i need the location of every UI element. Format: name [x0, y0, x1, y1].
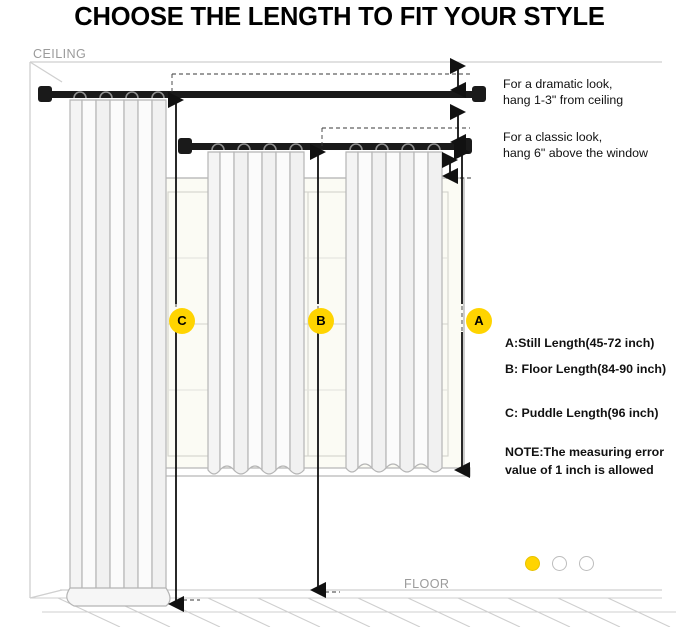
measuring-note-line2: value of 1 inch is allowed: [505, 463, 654, 477]
curtain-panel-c: [67, 92, 170, 606]
callout-classic-line1: For a classic look,: [503, 130, 603, 144]
callout-classic: [503, 129, 648, 161]
curtain-panel-a: [346, 144, 442, 472]
measuring-note-line1: NOTE:The measuring error: [505, 445, 665, 459]
callout-dramatic-line2: hang 1-3" from ceiling: [503, 93, 624, 107]
carousel-dot-3[interactable]: [579, 556, 594, 571]
badge-b: B: [308, 308, 334, 334]
floor-label: FLOOR: [404, 577, 450, 591]
callout-classic-line2: hang 6" above the window: [503, 146, 648, 160]
callout-dramatic-line1: For a dramatic look,: [503, 77, 613, 91]
callout-dramatic: [503, 76, 623, 108]
carousel-dot-2[interactable]: [552, 556, 567, 571]
badge-a: A: [466, 308, 492, 334]
ceiling-label: CEILING: [33, 47, 87, 61]
page-title: CHOOSE THE LENGTH TO FIT YOUR STYLE: [74, 3, 605, 31]
legend-floor-length: B: Floor Length(84-90 inch): [505, 362, 667, 376]
legend-puddle-length: C: Puddle Length(96 inch): [505, 406, 659, 420]
badge-c: C: [169, 308, 195, 334]
legend-sill-length: A:Still Length(45-72 inch): [505, 336, 655, 350]
curtain-panel-b: [208, 144, 304, 474]
measuring-note: [505, 443, 675, 479]
carousel-dots[interactable]: [525, 556, 594, 571]
carousel-dot-1[interactable]: [525, 556, 540, 571]
